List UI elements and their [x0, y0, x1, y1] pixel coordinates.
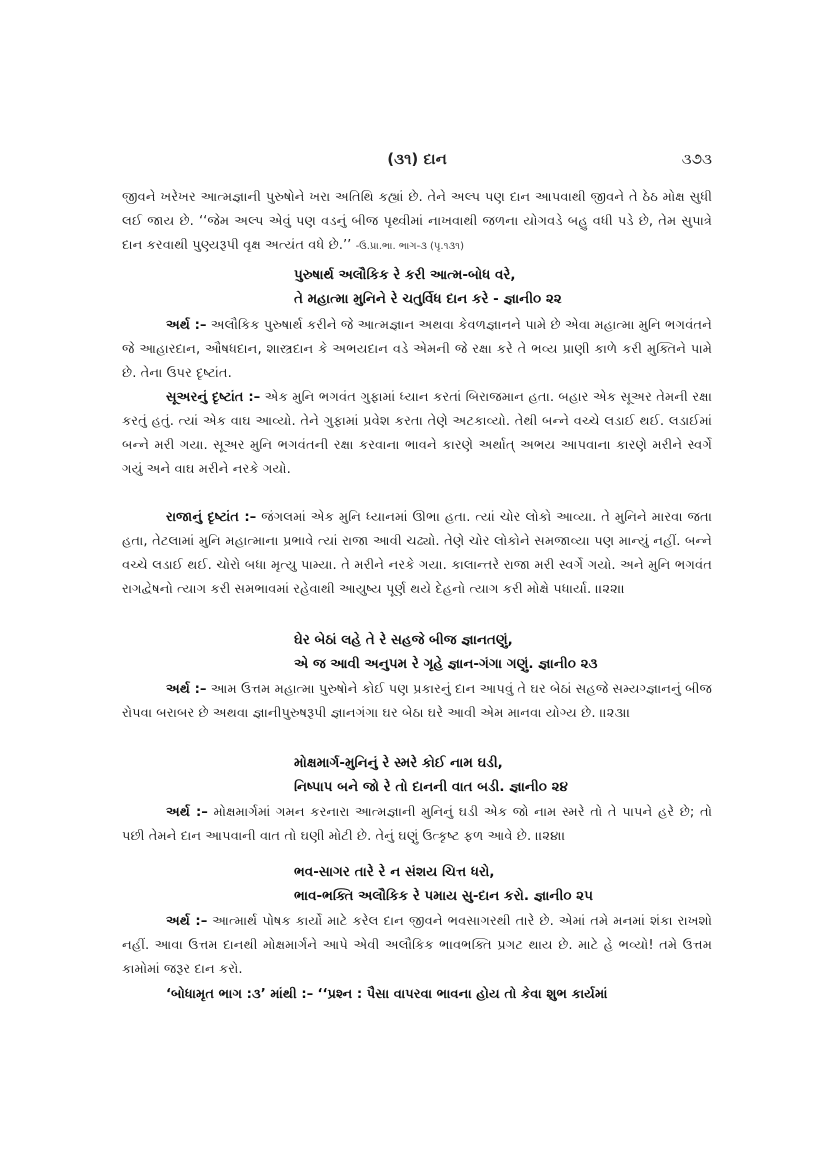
verse-23 — [122, 628, 712, 676]
king-story — [122, 506, 712, 602]
verse-line: ઘેર બેઠાં લહે તે રે સહજે બીજ જ્ઞાનતણું, — [294, 632, 513, 648]
paragraph-text: જીવને ખરેખર આત્મજ્ઞાની પુરુષોને ખરા અતિથિ કહ્યાં છે. તેને અલ્પ પણ દાન આપવાથી જીવને તે ઠેઠ મોક્ષ સુધી લઈ જાય છે. ‘‘જેમ અલ્પ એવું પણ વડનું બીજ પૃથ્વીમાં નાખવાથી જળના યોગવડે બહુ વધી પડે છે, તેમ સુપાત્રે દાન કરવાથી પુણ્યરૂપી વૃક્ષ અત્યંત વધે છે.’’ — [122, 190, 712, 253]
verse-24 — [122, 751, 712, 799]
paragraph-text: મોક્ષમાર્ગમાં ગમન કરનારા આત્મજ્ઞાની મુનિનું ઘડી એક જો નામ સ્મરે તો તે પાપને હરે છે; તો પછી તેમને દાન આપવાની વાત તો ઘણી મોટી છે. તેનું ઘણું ઉત્કૃષ્ટ ફળ આવે છે. ।।૨૪।। — [122, 805, 712, 844]
paragraph-text: અલૌકિક પુરુષાર્થ કરીને જે આત્મજ્ઞાન અથવા કેવળજ્ઞાનને પામે છે એવા મહાત્મા મુનિ ભગવંતને જે આહારદાન, ઔષધદાન, શાસ્ત્રદાન કે અભયદાન વડે એમની જે રક્ષા કરે તે ભવ્ય પ્રાણી કાળે કરી મુક્તિને પામે છે. તેના ઉપર દૃષ્ટાંત. — [122, 318, 712, 381]
verse-line: તે મહાત્મા મુનિને રે ચતુર્વિધ દાન કરે - જ્ઞાની૦ ૨૨ — [294, 291, 562, 307]
meaning-23 — [122, 678, 712, 726]
verse-line: ભાવ-ભક્તિ અલૌકિક રે પમાય સુ-દાન કરો. જ્ઞાની૦ ૨૫ — [294, 888, 593, 904]
meaning-label: અર્થ :– — [166, 318, 207, 333]
paragraph-text: આત્માર્થ પોષક કાર્યો માટે કરેલ દાન જીવને ભવસાગરથી તારે છે. એમાં તમે મનમાં શંકા રાખશો નહીં. આવા ઉત્તમ દાનથી મોક્ષમાર્ગને આપે એવી અલૌકિક ભાવભક્તિ પ્રગટ થાય છે. માટે હે ભવ્યો! તમે ઉત્તમ કામોમાં જરૂર દાન કરો. — [122, 914, 712, 977]
paragraph-text: આમ ઉત્તમ મહાત્મા પુરુષોને કોઈ પણ પ્રકારનું દાન આપવું તે ઘર બેઠાં સહજે સમ્યગ્જ્ઞાનનું બીજ રોપવા બરાબર છે અથવા જ્ઞાનીપુરુષરૂપી જ્ઞાનગંગા ઘર બેઠા ઘરે આવી એમ માનવા યોગ્ય છે. ।।૨૩।। — [122, 682, 712, 721]
verse-line: મોક્ષમાર્ગ-મુનિનું રે સ્મરે કોઈ નામ ઘડી, — [294, 755, 503, 771]
page-header — [122, 150, 712, 174]
page-number: ૩૭૩ — [681, 150, 712, 168]
source-label: ‘બોધામૃત ભાગ :૩’ માંથી :– — [166, 987, 314, 1002]
boar-story — [122, 386, 712, 482]
meaning-label: અર્થ :– — [166, 682, 207, 697]
paragraph-text: જંગલમાં એક મુનિ ધ્યાનમાં ઊભા હતા. ત્યાં ચોર લોકો આવ્યા. તે મુનિને મારવા જતા હતા, તેટલામાં મુનિ મહાત્માના પ્રભાવે ત્યાં રાજા આવી ચઢ્યો. તેણે ચોર લોકોને સમજાવ્યા પણ માન્યું નહીં. બન્ને વચ્ચે લડાઈ થઈ. ચોરો બધા મૃત્યુ પામ્યા. તે મરીને નરકે ગયા. કાલાન્તરે રાજા મરી સ્વર્ગે ગયો. અને મુનિ ભગવંત રાગદ્વેષનો ત્યાગ કરી સમભાવમાં રહેવાથી આયુષ્ય પૂર્ણ થયે દેહનો ત્યાગ કરી મોક્ષે પધાર્યા. ।।૨૨।। — [122, 510, 713, 597]
meaning-label: અર્થ :– — [166, 805, 208, 820]
chapter-title: (૩૧) દાન — [387, 150, 447, 168]
citation: -ઉ.પ્રા.ભા. ભાગ-૩ (પૃ.૧૩૧) — [355, 241, 464, 252]
meaning-22 — [122, 314, 712, 386]
verse-22 — [122, 263, 712, 311]
intro-paragraph — [122, 186, 712, 259]
verse-line: એ જ આવી અનુપમ રે ગૃહે જ્ઞાન-ગંગા ગણું. જ્ઞાની૦ ૨૩ — [294, 656, 598, 672]
meaning-24 — [122, 801, 712, 849]
bodhamrut-quote — [122, 983, 712, 1007]
meaning-label: અર્થ :– — [166, 914, 208, 929]
verse-line: પુરુષાર્થ અલૌકિક રે કરી આત્મ-બોધ વરે, — [294, 267, 516, 283]
verse-line: નિષ્પાપ બને જો રે તો દાનની વાત બડી. જ્ઞાની૦ ૨૪ — [294, 779, 568, 795]
story-label: સૂઅરનું દૃષ્ટાંત :– — [166, 390, 261, 405]
meaning-25 — [122, 910, 712, 982]
paragraph-text: એક મુનિ ભગવંત ગુફામાં ધ્યાન કરતાં બિરાજમાન હતા. બહાર એક સૂઅર તેમની રક્ષા કરતું હતું. ત્યાં એક વાઘ આવ્યો. તેને ગુફામાં પ્રવેશ કરતા તેણે અટકાવ્યો. તેથી બન્ને વચ્ચે લડાઈ થઈ. લડાઈમાં બન્ને મરી ગયા. સૂઅર મુનિ ભગવંતની રક્ષા કરવાના ભાવને કારણે અર્થાત્ અભય આપવાના કારણે મરીને સ્વર્ગે ગયું અને વાઘ મરીને નરકે ગયો. — [122, 390, 712, 477]
verse-25 — [122, 860, 712, 908]
story-label: રાજાનું દૃષ્ટાંત :– — [166, 510, 257, 525]
verse-line: ભવ-સાગર તારે રે ન સંશય ચિત્ત ધરો, — [294, 864, 495, 880]
question-text: ‘‘પ્રશ્ન : પૈસા વાપરવા ભાવના હોય તો કેવા શુભ કાર્યમાં — [317, 987, 608, 1002]
